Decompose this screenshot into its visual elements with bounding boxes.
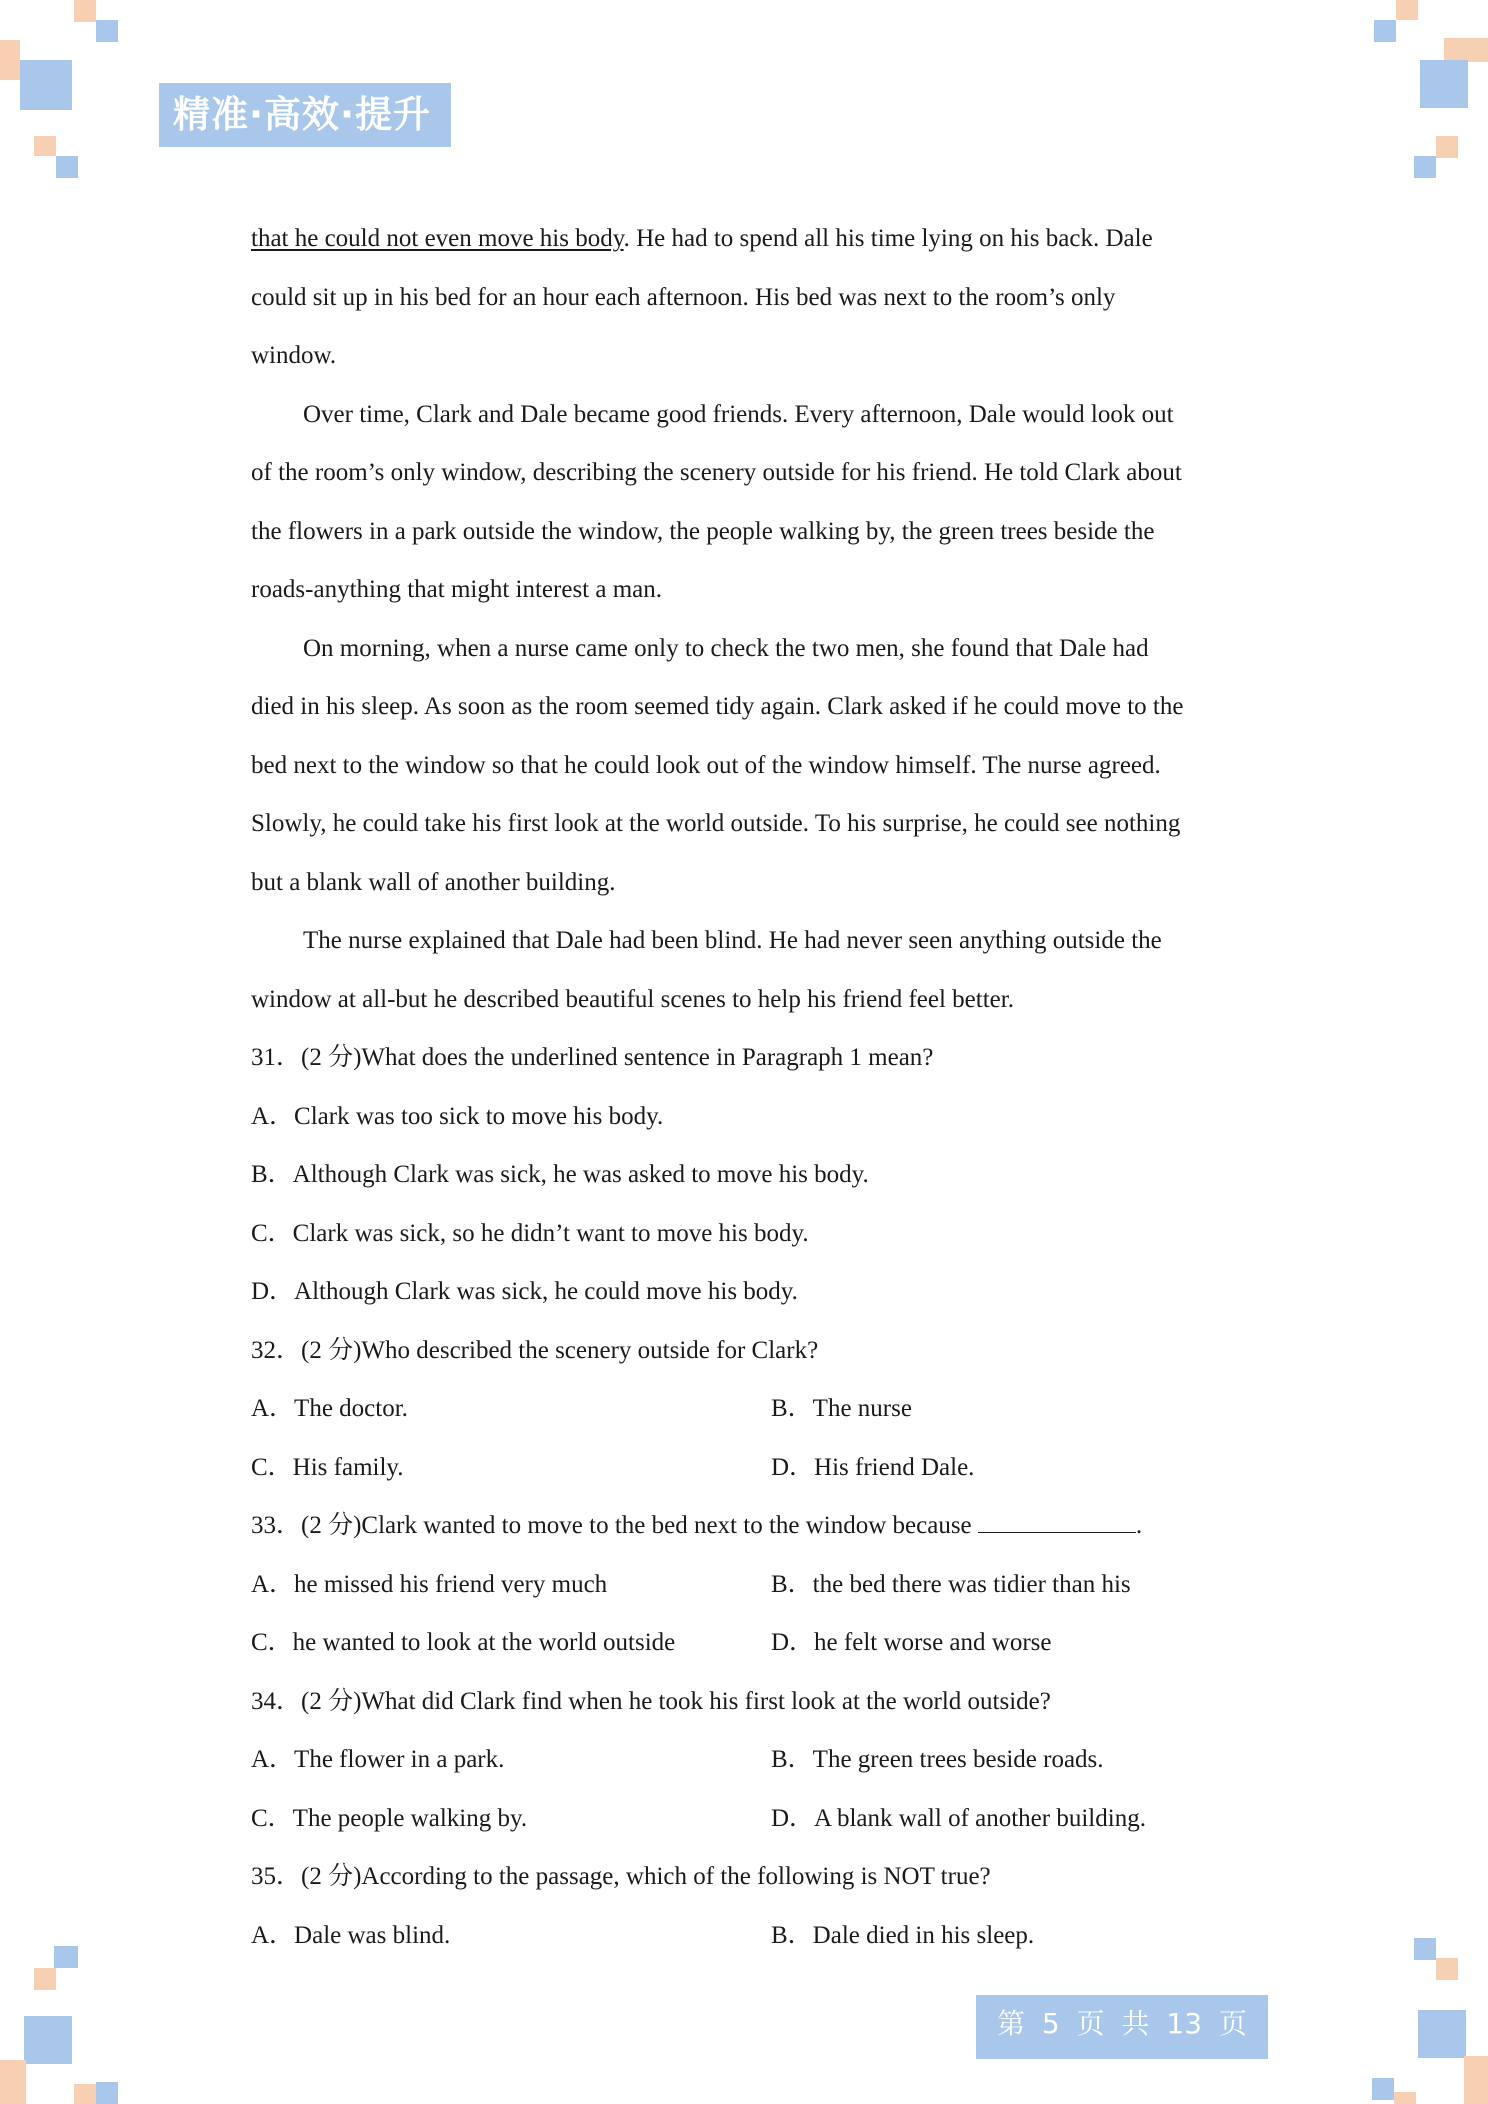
option-row	[251, 1556, 1241, 1615]
page-number-badge: 第 5 页 共 13 页	[976, 1995, 1268, 2059]
underlined-sentence: that he could not even move his body	[251, 225, 624, 252]
option-b: B．The nurse	[771, 1395, 912, 1422]
option-row	[251, 1790, 1241, 1849]
paragraph-1-line-2: could sit up in his bed for an hour each afternoon. His bed was next to the room’s only	[251, 283, 1116, 311]
answer-blank	[978, 1514, 1136, 1533]
paragraph-1-line-1	[251, 210, 1241, 269]
paragraph-1-text: . He had to spend all his time lying on his back. Dale	[623, 225, 1153, 252]
paragraph-2-line-1: Over time, Clark and Dale became good friends. Every afternoon, Dale would look out	[303, 400, 1174, 428]
option-b: B．Dale died in his sleep.	[771, 1921, 1035, 1949]
question-stem: 32．(2 分)Who described the scenery outside for Clark?	[251, 1336, 819, 1364]
paragraph-2-line-2: of the room’s only window, describing the scenery outside for his friend. He told Clark about	[251, 459, 1182, 486]
option-d: D．A blank wall of another building.	[771, 1804, 1146, 1832]
option-d: D．His friend Dale.	[771, 1453, 975, 1481]
paragraph-3-line-5: but a blank wall of another building.	[251, 868, 616, 896]
question-32	[251, 1322, 1241, 1498]
header-banner: 精准·高效·提升	[159, 83, 451, 147]
question-stem: 31．(2 分)What does the underlined sentence in Paragraph 1 mean?	[251, 1044, 934, 1071]
option-row	[251, 1439, 1241, 1498]
question-35	[251, 1848, 1241, 1965]
passage	[251, 210, 1241, 1029]
option-a: A．The doctor.	[251, 1395, 408, 1422]
document-body	[251, 210, 1241, 1965]
question-stem-text: 33．(2 分)Clark wanted to move to the bed next to the window because	[251, 1512, 972, 1539]
question-stem: 35．(2 分)According to the passage, which of the following is NOT true?	[251, 1863, 991, 1890]
question-31	[251, 1029, 1241, 1322]
question-stem: 34．(2 分)What did Clark find when he took his first look at the world outside?	[251, 1687, 1051, 1715]
option-c: C．he wanted to look at the world outside	[251, 1629, 676, 1656]
question-34	[251, 1673, 1241, 1849]
question-stem-end: .	[1135, 1512, 1143, 1539]
question-33	[251, 1497, 1241, 1673]
option-b: B．Although Clark was sick, he was asked to move his body.	[251, 1161, 869, 1188]
paragraph-4-line-1: The nurse explained that Dale had been blind. He had never seen anything outside the	[303, 927, 1162, 954]
option-c: C．Clark was sick, so he didn’t want to move his body.	[251, 1219, 809, 1247]
paragraph-2-line-3: the flowers in a park outside the window, the people walking by, the green trees beside the	[251, 517, 1155, 545]
option-c: C．His family.	[251, 1453, 404, 1481]
option-d: D．he felt worse and worse	[771, 1629, 1052, 1656]
option-b: B．The green trees beside roads.	[771, 1746, 1104, 1773]
option-a: A．Clark was too sick to move his body.	[251, 1102, 664, 1130]
option-d: D．Although Clark was sick, he could move his body.	[251, 1278, 798, 1305]
option-b: B．the bed there was tidier than his	[771, 1570, 1131, 1598]
option-row	[251, 1731, 1241, 1790]
paragraph-2-line-4: roads-anything that might interest a man.	[251, 576, 663, 603]
option-row	[251, 1614, 1241, 1673]
option-a: A．The flower in a park.	[251, 1746, 505, 1773]
option-row	[251, 1380, 1241, 1439]
option-a: A．Dale was blind.	[251, 1921, 451, 1949]
paragraph-3-line-2: died in his sleep. As soon as the room seemed tidy again. Clark asked if he could move to the	[251, 693, 1184, 720]
option-a: A．he missed his friend very much	[251, 1570, 608, 1598]
paragraph-3-line-1: On morning, when a nurse came only to check the two men, she found that Dale had	[303, 634, 1149, 662]
question-stem	[251, 1497, 1241, 1556]
paragraph-1-line-3: window.	[251, 342, 337, 369]
paragraph-3-line-4: Slowly, he could take his first look at the world outside. To his surprise, he could see nothing	[251, 810, 1181, 837]
paragraph-4-line-2: window at all-but he described beautiful scenes to help his friend feel better.	[251, 985, 1014, 1013]
option-c: C．The people walking by.	[251, 1804, 528, 1832]
option-row	[251, 1907, 1241, 1966]
paragraph-3-line-3: bed next to the window so that he could look out of the window himself. The nurse agreed.	[251, 751, 1161, 779]
